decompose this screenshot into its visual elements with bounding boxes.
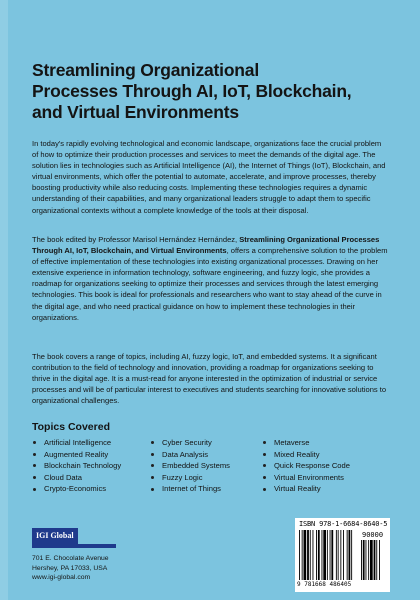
topic-item [150, 460, 262, 472]
logo-wordmark: IGI Global [32, 528, 78, 544]
price-code: 90000 [362, 531, 384, 539]
topic-item [32, 483, 150, 495]
topic-label: Metaverse [274, 438, 310, 447]
bullet-icon [151, 441, 154, 444]
topic-label: Virtual Environments [274, 472, 344, 482]
bullet-icon [263, 453, 266, 456]
barcode-bar [310, 530, 311, 580]
barcode-bar [322, 530, 323, 580]
bullet-icon [151, 476, 154, 479]
logo-underbar [32, 544, 116, 548]
description-paragraph-2 [32, 234, 388, 323]
topic-label: Internet of Things [162, 484, 221, 494]
topic-label: Quick Response Code [274, 461, 350, 471]
title-line-3: and Virtual Environments [32, 102, 239, 122]
publisher-website: www.igi-global.com [32, 574, 91, 582]
publisher-block [32, 525, 182, 583]
barcode-bar [368, 540, 369, 580]
barcode-bar [370, 540, 373, 580]
title-line-2: Processes Through AI, IoT, Blockchain, [32, 81, 352, 101]
topic-label: Cloud Data [44, 472, 82, 482]
bullet-icon [33, 441, 36, 444]
topic-label: Fuzzy Logic [162, 472, 203, 482]
topic-item [262, 449, 382, 461]
topic-item [262, 472, 382, 484]
barcode-bar [374, 540, 376, 580]
barcode-bar [304, 530, 307, 580]
topic-label: Cyber Security [162, 438, 212, 447]
barcode-bar [363, 540, 365, 580]
barcode-bar [323, 530, 326, 580]
publisher-logo [32, 525, 116, 548]
topics-column-1 [32, 437, 150, 495]
bullet-icon [151, 453, 154, 456]
barcode-bar [330, 530, 331, 580]
barcode-bar [340, 530, 341, 580]
topic-label: Artificial Intelligence [44, 438, 112, 447]
publisher-address-line-2: Hershey, PA 17033, USA [32, 564, 108, 572]
paragraph-2-rest: , offers a comprehensive solution to the problem of effective implementation of these technologies into existing organizational processes. Drawing on her extensive experience in information technology, software engineering, and fuzzy logic, she provides a roadmap for organizations seeking to optimize their processes and services through the latest emerging technologies. This book is ideal for professionals and researchers who want to stay ahead of the curve in the digital age, and who need practical guidance on how to implement these technologies in their organizations. [32, 246, 388, 322]
bullet-icon [33, 453, 36, 456]
cover-edge-strip [0, 0, 8, 600]
bullet-icon [151, 464, 154, 467]
topic-item [262, 437, 382, 449]
bullet-icon [151, 488, 154, 491]
bullet-icon [263, 464, 266, 467]
topic-item [32, 437, 150, 449]
barcode-bar [318, 530, 320, 580]
topic-item [32, 449, 150, 461]
topic-label: Data Analysis [162, 449, 209, 459]
topic-label: Blockchain Technology [44, 461, 122, 471]
bullet-icon [263, 441, 266, 444]
topic-item [150, 472, 262, 484]
topic-label: Mixed Reality [274, 449, 320, 459]
description-paragraph-3: The book covers a range of topics, including AI, fuzzy logic, IoT, and embedded systems. It a significant contribution to the field of technology and innovation, providing a roadmap for organizations seeking to thrive in the digital age. It is a must-read for anyone interested in the optimization of industrial or service processes and will be of particular interest to executives and students searching for innovative solutions to organizational challenges. [32, 352, 387, 406]
bullet-icon [263, 488, 266, 491]
topic-label: Embedded Systems [162, 461, 230, 471]
barcode-bar [379, 540, 380, 580]
topic-item [150, 483, 262, 495]
title-line-1: Streamlining Organizational [32, 60, 259, 80]
topic-item [262, 460, 382, 472]
barcode-bar [307, 530, 309, 580]
bullet-icon [33, 488, 36, 491]
bullet-icon [33, 476, 36, 479]
description-paragraph-1: In today's rapidly evolving technological and economic landscape, organizations face the crucial problem of how to optimize their production processes and services to meet the demands of the digital age. The solution lies in technologies such as Artificial Intelligence (AI), the Internet of Things (IoT), Blockchain, and virtual environments, which offer the potential to automate, accelerate, and improve processes, thereby boosting productivity while also reducing costs. Implementing these technologies requires a dynamic understanding of their capabilities, and many organizational leaders struggle to adapt them to specific organizational contexts without a complete knowledge of the tools at their disposal. [32, 139, 386, 215]
barcode-bar [331, 530, 333, 580]
paragraph-2-intro: The book edited by Professor Marisol Hernández Hernández, [32, 235, 240, 244]
barcode-bar [376, 540, 377, 580]
topic-item [150, 449, 262, 461]
topic-item [150, 437, 262, 449]
barcode-bar [302, 530, 303, 580]
topics-column-2 [150, 437, 262, 495]
bullet-icon [263, 476, 266, 479]
barcode-bar [361, 540, 362, 580]
topic-item [262, 483, 382, 495]
book-title [32, 60, 392, 123]
barcode-bar [347, 530, 348, 580]
barcode-bar [343, 530, 344, 580]
topics-column-3 [262, 437, 382, 495]
topic-item [32, 472, 150, 484]
topic-item [32, 460, 150, 472]
isbn-barcode [295, 518, 390, 592]
bullet-icon [33, 464, 36, 467]
isbn-number: ISBN 978-1-6684-8640-5 [299, 520, 388, 528]
barcode-bar [351, 530, 352, 580]
barcode-bar [313, 530, 314, 580]
barcode-bar [299, 530, 300, 580]
barcode-bar [327, 530, 328, 580]
barcode-bar [336, 530, 337, 580]
barcode-bar [366, 540, 367, 580]
barcode-bar [338, 530, 339, 580]
topics-heading: Topics Covered [32, 421, 110, 433]
barcode-bar [349, 530, 351, 580]
barcode-bar [316, 530, 317, 580]
topic-label: Crypto-Economics [44, 484, 107, 494]
topic-label: Augmented Reality [44, 449, 109, 459]
publisher-address-line-1: 701 E. Chocolate Avenue [32, 555, 109, 562]
barcode-digits: 9 781668 486405 [297, 581, 352, 588]
paragraph-2-book-title: Streamlining Organizational Processes Through AI, IoT, Blockchain, and Virtual Environments [32, 235, 380, 256]
topic-label: Virtual Reality [274, 484, 321, 494]
topics-list [32, 437, 392, 495]
